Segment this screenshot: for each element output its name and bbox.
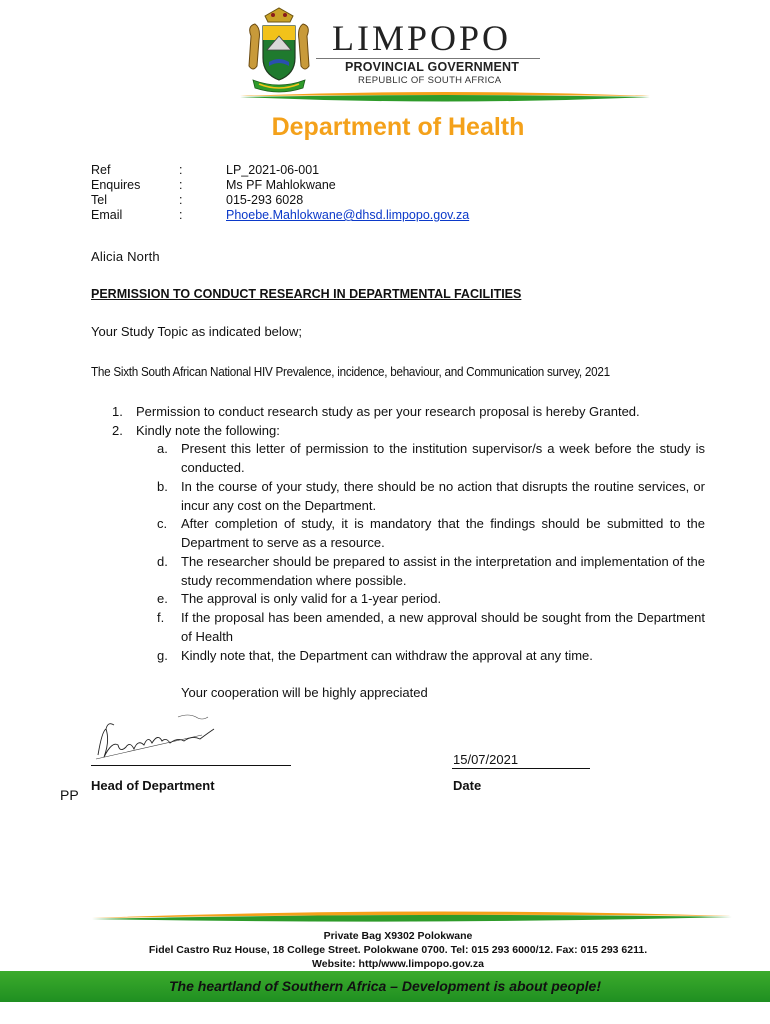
signature-line [91,765,291,766]
footer-contact: Fidel Castro Ruz House, 18 College Street. Polokwane 0700. Tel: 015 293 6000/12. Fax: 015 293 6211. [148,944,648,956]
condition-letter: a. [157,441,168,456]
brand-rule [316,58,540,59]
brand-title: LIMPOPO [332,18,512,58]
condition-letter: e. [157,591,168,606]
condition-text: In the course of your study, there should be no action that disrupts the routine services, or incur any cost on the Department. [181,479,705,513]
enquires-label: Enquires [91,178,141,192]
condition-text: The researcher should be prepared to assist in the interpretation and implementation of the study recommendation where possible. [181,554,705,588]
department-title: Department of Health [271,113,525,141]
study-topic: The Sixth South African National HIV Prevalence, incidence, behaviour, and Communication survey, 2021 [91,364,610,379]
condition-item [157,553,705,590]
item-number: 1. [112,404,123,419]
item-number: 2. [112,423,123,438]
ref-row [91,163,469,178]
footer-swoosh [92,909,732,923]
condition-text: If the proposal has been amended, a new approval should be sought from the Department of Health [181,610,705,644]
condition-item [157,590,705,609]
email-link[interactable]: Phoebe.Mahlokwane@dhsd.limpopo.gov.za [226,208,470,222]
condition-item [157,609,705,646]
signer-title: Head of Department [91,778,215,793]
reference-block [91,163,469,223]
ref-colon: : [179,163,183,177]
coat-of-arms-icon [243,6,315,98]
addressee: Alicia North [91,249,160,264]
tel-value: 015-293 6028 [226,193,304,207]
letter-subject: PERMISSION TO CONDUCT RESEARCH IN DEPARTMENTAL FACILITIES [91,287,522,301]
footer-address: Private Bag X9302 Polokwane [323,930,473,942]
condition-letter: f. [157,610,165,625]
signature-icon [92,711,222,767]
condition-letter: b. [157,479,168,494]
condition-letter: d. [157,554,168,569]
condition-letter: g. [157,648,168,663]
ref-label: Ref [91,163,111,177]
header-swoosh [240,90,650,104]
per-procurationem: PP [60,787,79,803]
item-text: Permission to conduct research study as per your research proposal is hereby Granted. [136,404,640,419]
brand-subtitle: PROVINCIAL GOVERNMENT [345,60,520,74]
date-line [452,768,590,769]
condition-item [157,515,705,552]
topic-intro: Your Study Topic as indicated below; [91,324,303,339]
date-label: Date [453,778,482,793]
condition-item [157,440,705,477]
footer-tagline: The heartland of Southern Africa – Development is about people! [169,978,601,994]
enquires-colon: : [179,178,183,192]
footer-website: Website: http/www.limpopo.gov.za [312,958,484,970]
enquires-value: Ms PF Mahlokwane [226,178,336,192]
tel-label: Tel [91,193,107,207]
condition-item [157,478,705,515]
condition-text: The approval is only valid for a 1-year period. [181,591,442,606]
condition-item [157,647,705,666]
brand-country: REPUBLIC OF SOUTH AFRICA [358,75,502,86]
item-text: Kindly note the following: [136,423,280,438]
closing-remark: Your cooperation will be highly appreciated [181,685,428,700]
condition-text: Present this letter of permission to the institution supervisor/s a week before the study is conducted. [181,441,705,475]
email-label: Email [91,208,123,222]
condition-text: Kindly note that, the Department can withdraw the approval at any time. [181,648,593,663]
condition-text: After completion of study, it is mandatory that the findings should be submitted to the Department to serve as a resource. [181,516,705,550]
email-row [91,208,469,223]
condition-letter: c. [157,516,168,531]
tel-colon: : [179,193,183,207]
tel-row [91,193,469,208]
ref-value: LP_2021-06-001 [226,163,320,177]
email-colon: : [179,208,183,222]
date-value: 15/07/2021 [453,752,519,767]
enquires-row [91,178,469,193]
